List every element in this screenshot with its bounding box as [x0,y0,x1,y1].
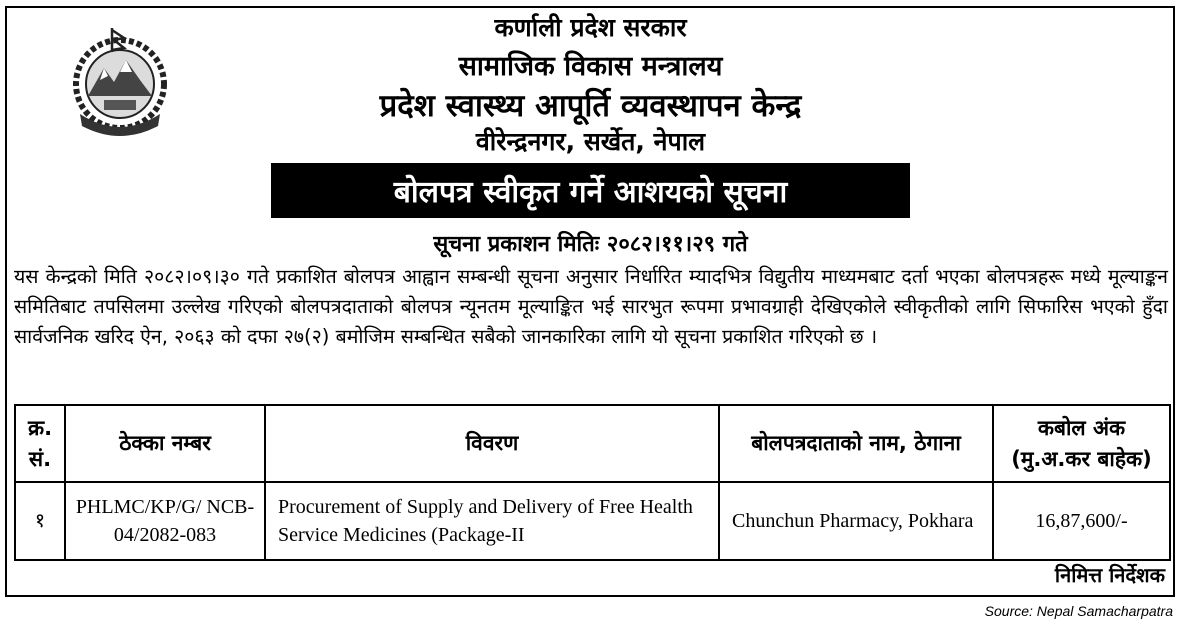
bid-table [14,404,1171,561]
center-title: प्रदेश स्वास्थ्य आपूर्ति व्यवस्थापन केन्द्र [379,88,802,124]
header-amount-line1: कबोल अंक [1037,415,1126,440]
cell-bidder: Chunchun Pharmacy, Pokhara [719,482,993,560]
notice-title: बोलपत्र स्वीकृत गर्ने आशयको सूचना [393,175,788,210]
table-row [15,482,1170,560]
cell-amount: 16,87,600/- [993,482,1170,560]
notice-title-banner [271,163,910,218]
source-credit: Source: Nepal Samacharpatra [984,603,1173,619]
cell-sn: १ [15,482,65,560]
table-header-row [15,405,1170,482]
cell-description: Procurement of Supply and Delivery of Free Health Service Medicines (Package-II [265,482,719,560]
header-amount-line2: (मु.अ.कर बाहेक) [1011,446,1152,471]
header-sn: क्र. सं. [15,405,65,482]
header-contract-no: ठेक्का नम्बर [65,405,265,482]
government-title: कर्णाली प्रदेश सरकार [494,13,687,42]
office-address: वीरेन्द्रनगर, सर्खेत, नेपाल [475,127,706,156]
ministry-title: सामाजिक विकास मन्त्रालय [458,51,723,82]
publication-date: सूचना प्रकाशन मितिः २०८२।११।२९ गते [433,232,748,257]
header-amount [993,405,1170,482]
header-bidder: बोलपत्रदाताको नाम, ठेगाना [719,405,993,482]
header-description: विवरण [265,405,719,482]
notice-body: यस केन्द्रको मिति २०८२।०९।३० गते प्रकाशित बोलपत्र आह्वान सम्बन्धी सूचना अनुसार निर्धारित म्यादभित्र विद्युतीय माध्यमबाट दर्ता भएका बोलपत्रहरू मध्ये मूल्याङ्कन समितिबाट तपसिलमा उल्लेख गरिएको बोलपत्रदाताको बोलपत्र न्यूनतम मूल्याङ्कित भई सारभुत रूपमा प्रभावग्राही देखिएकोले स्वीकृतीको लागि सिफारिस भएको हुँदा सार्वजनिक खरिद ऐन, २०६३ को दफा २७(२) बमोजिम सम्बन्धित सबैको जानकारिका लागि यो सूचना प्रकाशित गरिएको छ । [14,265,1168,348]
cell-contract-no: PHLMC/KP/G/ NCB-04/2082-083 [65,482,265,560]
signer-designation: निमित्त निर्देशक [1054,563,1165,587]
